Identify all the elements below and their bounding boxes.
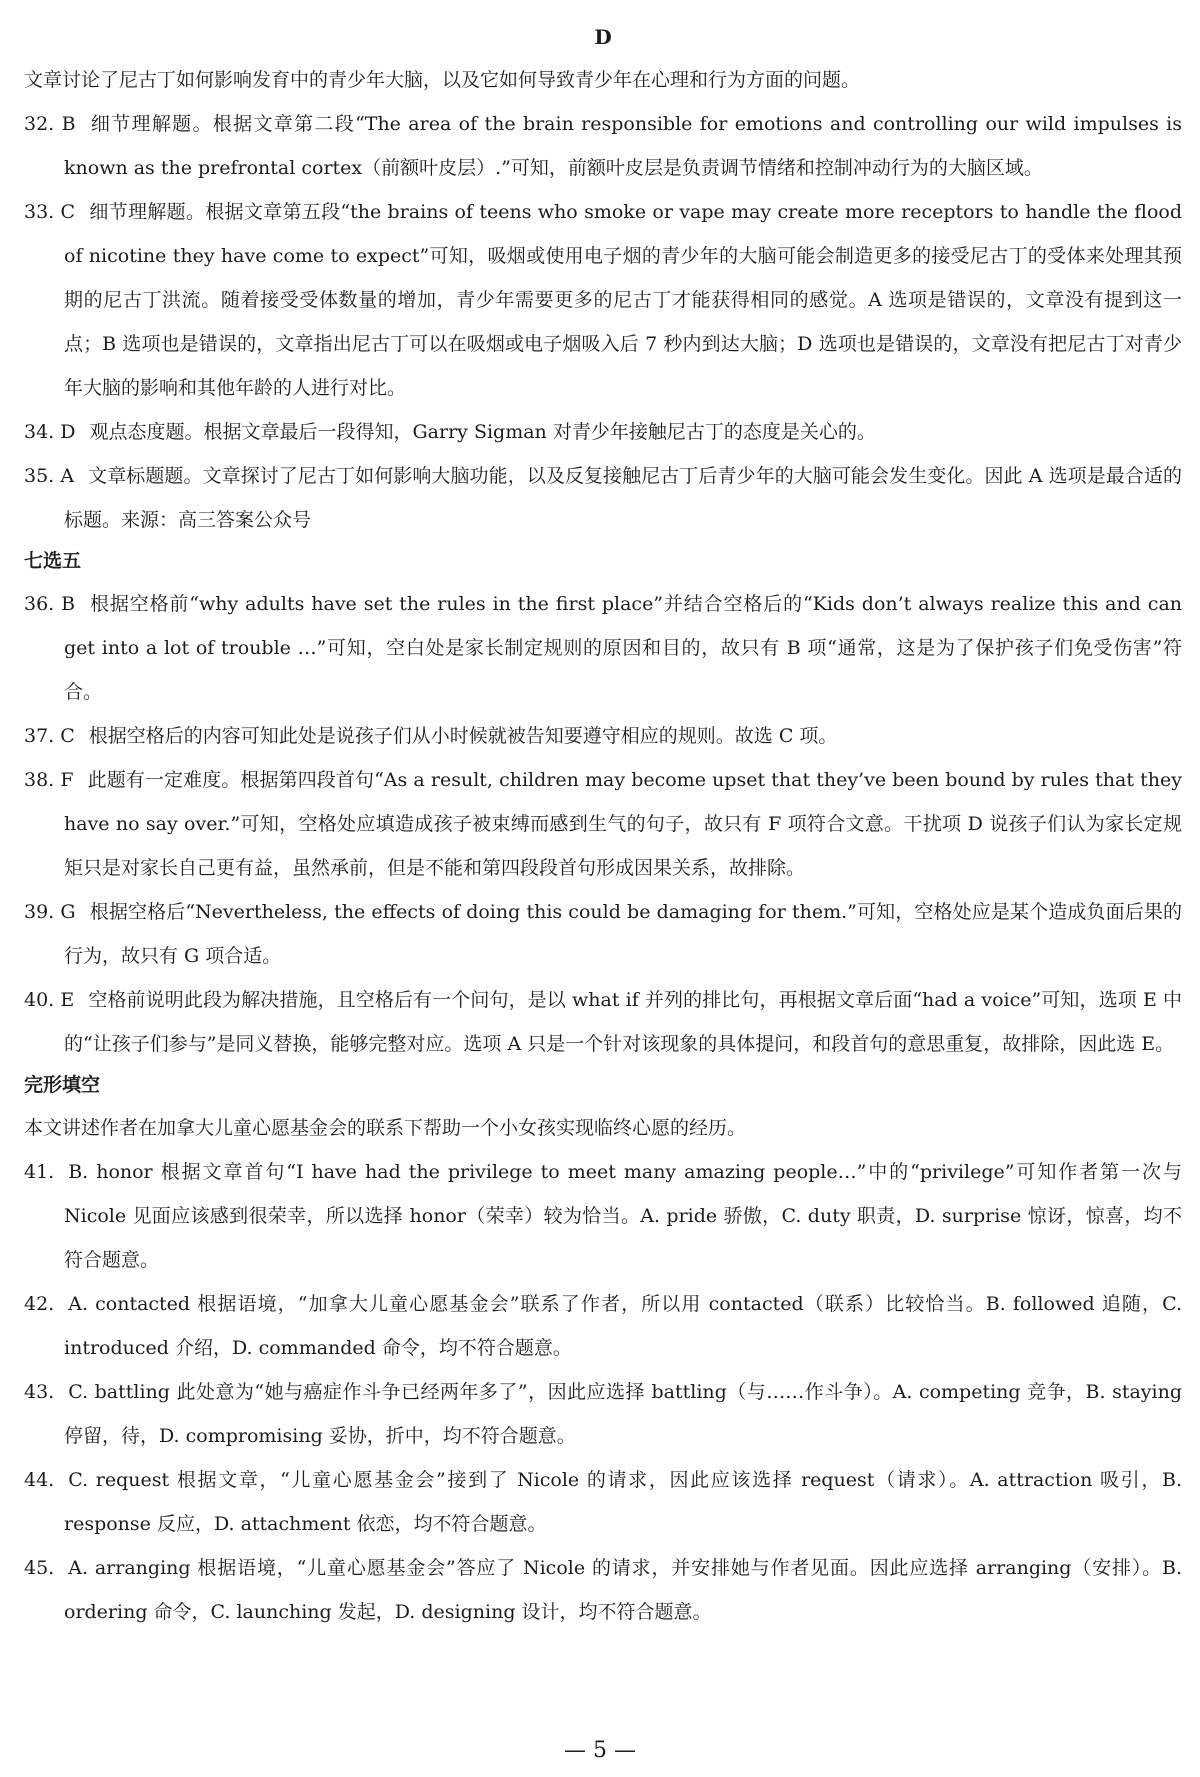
answer-item xyxy=(24,582,1182,714)
answer-item xyxy=(24,890,1182,978)
answer-number: 34. D xyxy=(24,421,76,443)
answer-number: 42. xyxy=(24,1293,55,1315)
answer-item xyxy=(24,1546,1182,1634)
answer-item xyxy=(24,1370,1182,1458)
answer-explanation: C. battling 此处意为“她与癌症作斗争已经两年多了”，因此应选择 battling（与……作斗争）。A. competing 竞争，B. staying 停留，待，D. compromising 妥协，折中，均不符合题意。 xyxy=(64,1381,1182,1447)
answer-number: 39. G xyxy=(24,901,76,923)
answer-number: 32. B xyxy=(24,113,76,135)
answer-explanation: 根据空格后的内容可知此处是说孩子们从小时候就被告知要遵守相应的规则。故选 C 项。 xyxy=(88,725,838,747)
answer-explanation: 文章标题题。文章探讨了尼古丁如何影响大脑功能，以及反复接触尼古丁后青少年的大脑可能会发生变化。因此 A 选项是最合适的标题。来源：高三答案公众号 xyxy=(64,465,1182,531)
answer-item xyxy=(24,758,1182,890)
answer-item xyxy=(24,978,1182,1066)
answer-explanation: 根据空格后“Nevertheless, the effects of doing this could be damaging for them.”可知，空格处应是某个造成负面后果的行为，故只有 G 项合适。 xyxy=(64,901,1182,967)
answer-item xyxy=(24,1458,1182,1546)
section-d-title: D xyxy=(594,25,612,49)
section-cloze-title: 完形填空 xyxy=(24,1074,101,1096)
answer-item xyxy=(24,1150,1182,1282)
answer-number: 40. E xyxy=(24,989,75,1011)
answer-explanation: C. request 根据文章，“儿童心愿基金会”接到了 Nicole 的请求，因此应该选择 request（请求）。A. attraction 吸引，B. response 反应，D. attachment 依恋，均不符合题意。 xyxy=(64,1469,1182,1535)
answer-item xyxy=(24,190,1182,410)
answer-number: 33. C xyxy=(24,201,76,223)
answer-explanation: 细节理解题。根据文章第二段“The area of the brain responsible for emotions and controlling our wild impulses is known as the prefrontal cortex（前额叶皮层）.”可知，前额叶皮层是负责调节情绪和控制冲动行为的大脑区域。 xyxy=(64,113,1183,179)
section-d-summary: 文章讨论了尼古丁如何影响发育中的青少年大脑，以及它如何导致青少年在心理和行为方面的问题。 xyxy=(24,69,861,91)
answer-item xyxy=(24,410,1182,454)
answer-number: 44. xyxy=(24,1469,55,1491)
answer-number: 36. B xyxy=(24,593,76,615)
page-number: — 5 — xyxy=(564,1738,636,1763)
answer-number: 38. F xyxy=(24,769,74,791)
answer-number: 41. xyxy=(24,1161,55,1183)
answer-item xyxy=(24,1282,1182,1370)
answer-number: 45. xyxy=(24,1557,55,1579)
section-cloze-summary: 本文讲述作者在加拿大儿童心愿基金会的联系下帮助一个小女孩实现临终心愿的经历。 xyxy=(24,1117,747,1139)
section-seven-title: 七选五 xyxy=(24,550,82,572)
answer-number: 37. C xyxy=(24,725,75,747)
answer-explanation: 此题有一定难度。根据第四段首句“As a result, children may become upset that they’ve been bound by rules that they have no say over.”可知，空格处应填造成孩子被束缚而感到生气的句子，故只有 F 项符合文意。干扰项 D 说孩子们认为家长定规矩只是对家长自己更有益，虽然承前，但是不能和第四段段首句形成因果关系，故排除。 xyxy=(64,769,1182,879)
answer-explanation: 根据空格前“why adults have set the rules in the first place”并结合空格后的“Kids don’t always realize this and can get into a lot of trouble …”可知，空白处是家长制定规则的原因和目的，故只有 B 项“通常，这是为了保护孩子们免受伤害”符合。 xyxy=(64,593,1183,703)
answer-explanation: A. contacted 根据语境，“加拿大儿童心愿基金会”联系了作者，所以用 contacted（联系）比较恰当。B. followed 追随，C. introduced 介绍，D. commanded 命令，均不符合题意。 xyxy=(64,1293,1182,1359)
answer-item xyxy=(24,454,1182,542)
answer-explanation: 细节理解题。根据文章第五段“the brains of teens who smoke or vape may create more receptors to handle the flood of nicotine they have come to expect”可知，吸烟或使用电子烟的青少年的大脑可能会制造更多的接受尼古丁的受体来处理其预期的尼古丁洪流。随着接受受体数量的增加，青少年需要更多的尼古丁才能获得相同的感觉。A 选项是错误的，文章没有提到这一点；B 选项也是错误的，文章指出尼古丁可以在吸烟或电子烟吸入后 7 秒内到达大脑；D 选项也是错误的，文章没有把尼古丁对青少年大脑的影响和其他年龄的人进行对比。 xyxy=(64,201,1183,399)
answer-item xyxy=(24,102,1182,190)
answer-explanation: 观点态度题。根据文章最后一段得知，Garry Sigman 对青少年接触尼古丁的态度是关心的。 xyxy=(89,421,876,443)
answer-item xyxy=(24,714,1182,758)
answer-explanation: 空格前说明此段为解决措施，且空格后有一个问句，是以 what if 并列的排比句，再根据文章后面“had a voice”可知，选项 E 中的“让孩子们参与”是同义替换，能够完整对应。选项 A 只是一个针对该现象的具体提问，和段首句的意思重复，故排除，因此选 E。 xyxy=(64,989,1182,1055)
answer-number: 35. A xyxy=(24,465,75,487)
answer-explanation: B. honor 根据文章首句“I have had the privilege to meet many amazing people…”中的“privilege”可知作者第一次与 Nicole 见面应该感到很荣幸，所以选择 honor（荣幸）较为恰当。A. pride 骄傲，C. duty 职责，D. surprise 惊讶，惊喜，均不符合题意。 xyxy=(64,1161,1182,1271)
answer-number: 43. xyxy=(24,1381,55,1403)
answer-explanation: A. arranging 根据语境，“儿童心愿基金会”答应了 Nicole 的请求，并安排她与作者见面。因此应选择 arranging（安排）。B. ordering 命令，C. launching 发起，D. designing 设计，均不符合题意。 xyxy=(64,1557,1182,1623)
